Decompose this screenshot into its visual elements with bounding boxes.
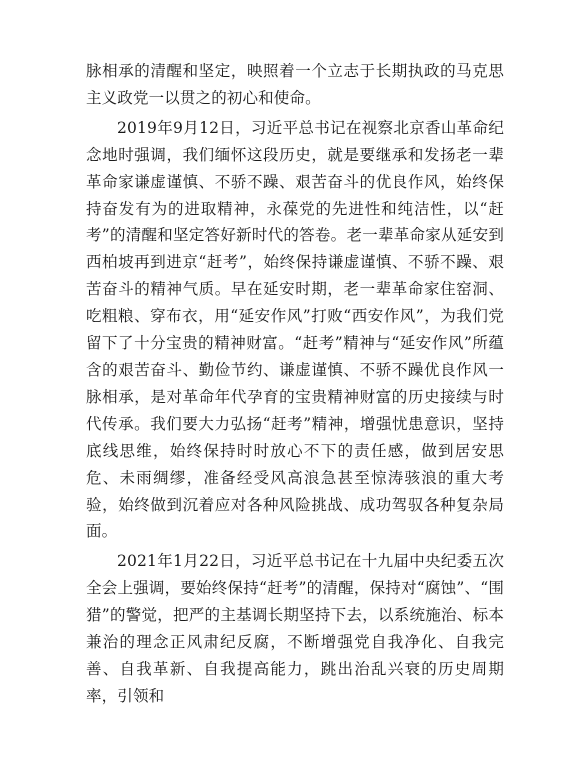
document-body [86, 58, 504, 710]
paragraph-2: 2019年9月12日，习近平总书记在视察北京香山革命纪念地时强调，我们缅怀这段历史，就是要继承和发扬老一辈革命家谦虚谨慎、不骄不躁、艰苦奋斗的优良作风，始终保持奋发有为的进取精神，永葆党的先进性和纯洁性，以“赶考”的清醒和坚定答好新时代的答卷。老一辈革命家从延安到西柏坡再到进京“赶考”，始终保持谦虚谨慎、不骄不躁、艰苦奋斗的精神气质。早在延安时期，老一辈革命家住窑洞、吃粗粮、穿布衣，用“延安作风”打败“西安作风”，为我们党留下了十分宝贵的精神财富。“赶考”精神与“延安作风”所蕴含的艰苦奋斗、勤俭节约、谦虚谨慎、不骄不躁优良作风一脉相承，是对革命年代孕育的宝贵精神财富的历史接续与时代传承。我们要大力弘扬“赶考”精神，增强忧患意识，坚持底线思维，始终保持时时放心不下的责任感，做到居安思危、未雨绸缪，准备经受风高浪急甚至惊涛骇浪的重大考验，始终做到沉着应对各种风险挑战、成功驾驭各种复杂局面。 [86, 118, 504, 541]
paragraph-1: 脉相承的清醒和坚定，映照着一个立志于长期执政的马克思主义政党一以贯之的初心和使命。 [86, 62, 504, 107]
paragraph-3: 2021年1月22日，习近平总书记在十九届中央纪委五次全会上强调，要始终保持“赶考”的清醒，保持对“腐蚀”、“围猎”的警觉，把严的主基调长期坚持下去，以系统施治、标本兼治的理念正风肃纪反腐，不断增强党自我净化、自我完善、自我革新、自我提高能力，跳出治乱兴衰的历史周期率，引领和 [86, 552, 504, 705]
